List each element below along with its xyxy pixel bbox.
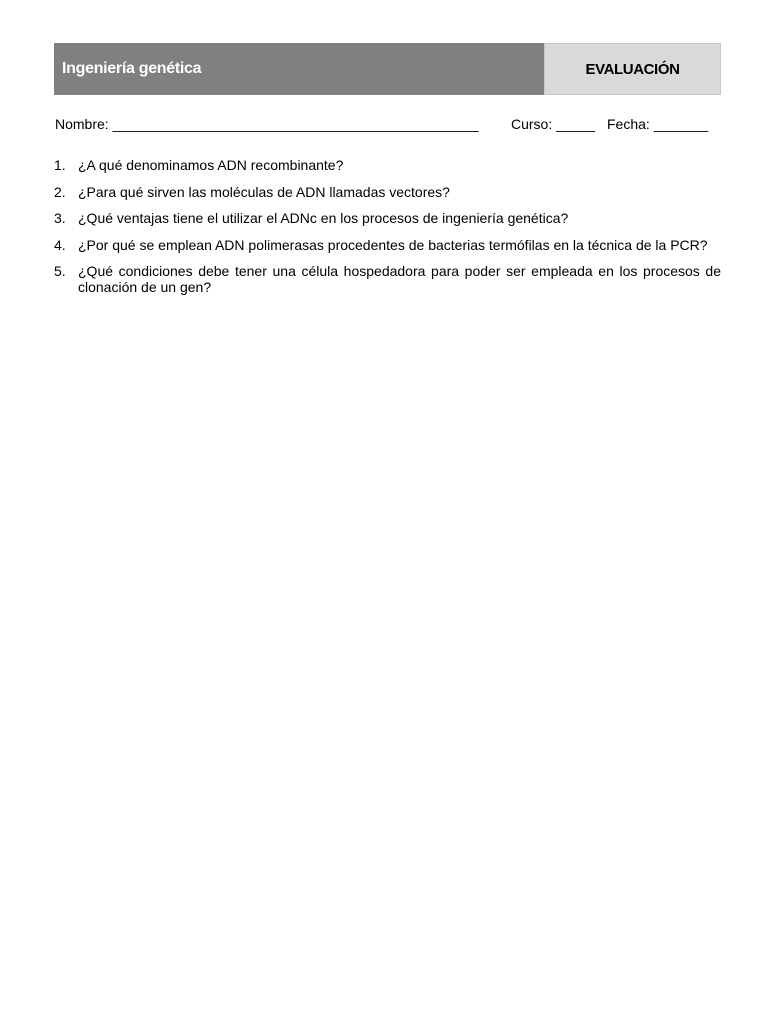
question-number: 4. <box>54 236 66 253</box>
document-title: Ingeniería genética <box>54 43 544 95</box>
question-item <box>54 263 721 295</box>
question-text: ¿Qué ventajas tiene el utilizar el ADNc en los procesos de ingeniería genética? <box>78 210 569 226</box>
question-number: 5. <box>54 263 66 279</box>
question-item <box>54 210 721 226</box>
course-field: Curso: _____ <box>511 116 596 132</box>
question-list <box>54 157 721 306</box>
name-field: Nombre: _______________________________________________ <box>55 116 479 132</box>
question-text: ¿Para qué sirven las moléculas de ADN llamadas vectores? <box>78 183 450 200</box>
question-item <box>54 184 721 200</box>
question-number: 3. <box>54 210 66 226</box>
question-number: 2. <box>54 183 66 200</box>
evaluation-label: EVALUACIÓN <box>544 43 721 95</box>
question-item <box>54 157 721 173</box>
question-text: ¿A qué denominamos ADN recombinante? <box>78 157 344 173</box>
question-number: 1. <box>54 157 66 173</box>
document-header <box>54 43 721 95</box>
date-field: Fecha: _______ <box>607 116 709 132</box>
question-text: ¿Por qué se emplean ADN polimerasas procedentes de bacterias termófilas en la técnica de la PCR? <box>78 236 708 253</box>
question-text: ¿Qué condiciones debe tener una célula hospedadora para poder ser empleada en los procesos de clonación de un gen? <box>78 263 721 295</box>
question-item <box>54 237 721 253</box>
